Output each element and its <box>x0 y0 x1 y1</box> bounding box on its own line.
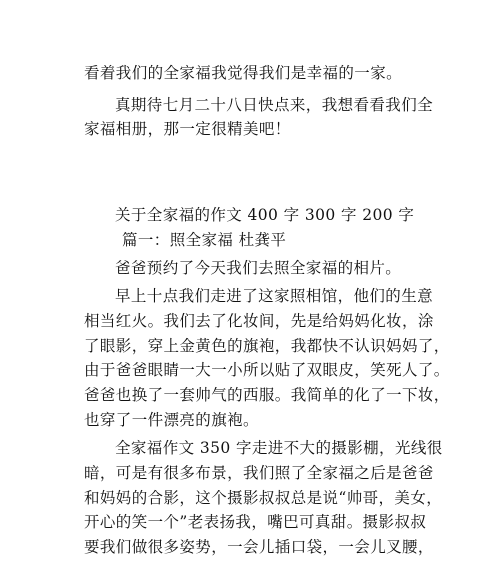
text-line-15: 和妈妈的合影，这个摄影叔叔总是说“帅哥，美女， <box>84 489 443 507</box>
text-line-14: 暗，可是有很多布景，我们照了全家福之后是爸爸 <box>84 464 434 482</box>
text-line-13: 全家福作文 350 字走进不大的摄影棚，光线很 <box>115 439 443 457</box>
text-line-9: 了眼影，穿上金黄色的旗袍，我都快不认识妈妈了， <box>84 337 450 355</box>
text-line-6: 爸爸预约了今天我们去照全家福的相片。 <box>115 259 402 277</box>
text-line-7: 早上十点我们走进了这家照相馆，他们的生意 <box>115 287 434 305</box>
text-line-17: 要我们做很多姿势，一会儿插口袋，一会儿叉腰， <box>84 538 434 556</box>
text-line-11: 爸爸也换了一套帅气的西服。我简单的化了一下妆， <box>84 386 450 404</box>
text-line-8: 相当红火。我们去了化妆间，先是给妈妈化妆，涂 <box>84 312 434 330</box>
text-line-16: 开心的笑一个”老表扬我，嘴巴可真甜。摄影叔叔 <box>84 513 427 531</box>
text-line-10: 由于爸爸眼睛一大一小所以贴了双眼皮，笑死人了。 <box>84 361 450 379</box>
text-line-2: 真期待七月二十八日快点来，我想看看我们全 <box>115 96 434 114</box>
essay-subtitle: 篇一：照全家福 杜龚平 <box>122 231 287 249</box>
text-line-1: 看着我们的全家福我觉得我们是幸福的一家。 <box>84 64 403 82</box>
text-line-3: 家福相册，那一定很精美吧！ <box>84 120 291 138</box>
text-line-12: 也穿了一件漂亮的旗袍。 <box>84 411 259 429</box>
essay-title: 关于全家福的作文 400 字 300 字 200 字 <box>115 206 415 224</box>
